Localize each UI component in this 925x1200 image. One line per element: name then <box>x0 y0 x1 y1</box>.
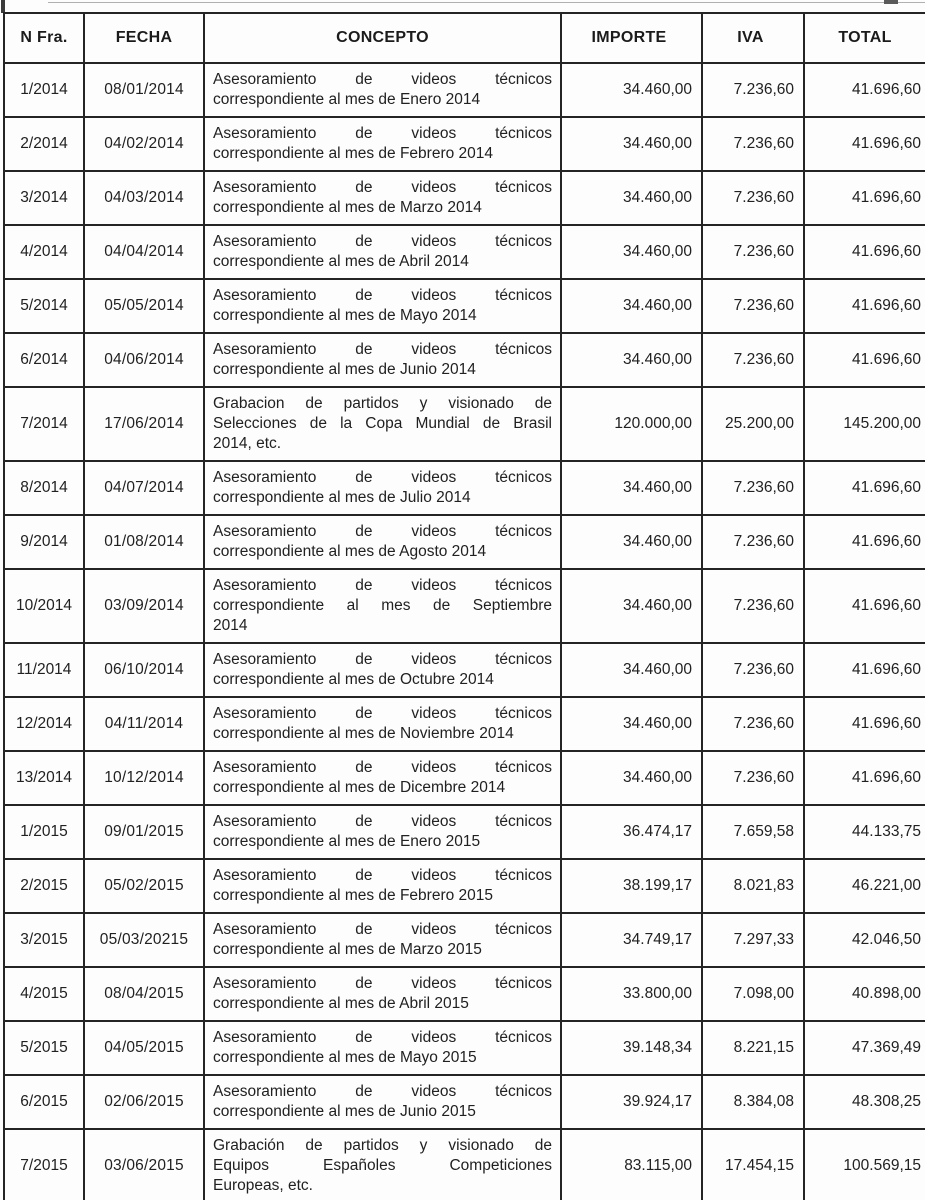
cell-total: 41.696,60 <box>804 117 925 171</box>
concept-line: 2014, etc. <box>213 435 282 452</box>
cell-iva: 7.236,60 <box>702 643 804 697</box>
cell-fecha: 04/04/2014 <box>84 225 204 279</box>
cell-iva: 7.236,60 <box>702 333 804 387</box>
cell-n-fra: 13/2014 <box>4 751 84 805</box>
invoice-table-header <box>4 13 925 63</box>
cell-iva: 7.236,60 <box>702 171 804 225</box>
cell-n-fra: 8/2014 <box>4 461 84 515</box>
cell-fecha: 09/01/2015 <box>84 805 204 859</box>
cell-importe: 34.460,00 <box>561 751 702 805</box>
concept-line: Asesoramiento de videos técnicos <box>213 577 552 594</box>
cell-n-fra: 5/2015 <box>4 1021 84 1075</box>
cell-importe: 34.460,00 <box>561 225 702 279</box>
concept-line: Asesoramiento de videos técnicos <box>213 179 552 196</box>
table-row <box>4 279 925 333</box>
table-row <box>4 1075 925 1129</box>
cell-total: 47.369,49 <box>804 1021 925 1075</box>
cell-fecha: 01/08/2014 <box>84 515 204 569</box>
cell-iva: 8.021,83 <box>702 859 804 913</box>
concept-line: correspondiente al mes de Febrero 2014 <box>213 145 494 162</box>
cell-iva: 7.297,33 <box>702 913 804 967</box>
cell-concepto <box>204 967 561 1021</box>
cell-importe: 34.460,00 <box>561 171 702 225</box>
cell-total: 44.133,75 <box>804 805 925 859</box>
cell-n-fra: 2/2014 <box>4 117 84 171</box>
cell-iva: 7.236,60 <box>702 117 804 171</box>
table-row <box>4 63 925 117</box>
cell-n-fra: 11/2014 <box>4 643 84 697</box>
cell-iva: 7.236,60 <box>702 279 804 333</box>
concept-line: Asesoramiento de videos técnicos <box>213 867 552 884</box>
cell-iva: 7.236,60 <box>702 461 804 515</box>
cell-iva: 7.236,60 <box>702 63 804 117</box>
cell-concepto <box>204 117 561 171</box>
cell-total: 100.569,15 <box>804 1129 925 1200</box>
concept-line: Grabación de partidos y visionado de <box>213 1137 552 1154</box>
cell-concepto <box>204 1021 561 1075</box>
cell-total: 41.696,60 <box>804 751 925 805</box>
cell-concepto <box>204 569 561 643</box>
table-row <box>4 805 925 859</box>
table-row <box>4 1129 925 1200</box>
cell-fecha: 02/06/2015 <box>84 1075 204 1129</box>
cell-total: 41.696,60 <box>804 225 925 279</box>
concept-line: Equipos Españoles Competiciones <box>213 1157 552 1174</box>
concept-line: correspondiente al mes de Marzo 2014 <box>213 199 482 216</box>
scan-artifact-mark <box>884 0 898 4</box>
cell-importe: 39.924,17 <box>561 1075 702 1129</box>
header-iva: IVA <box>702 13 804 63</box>
concept-line: Asesoramiento de videos técnicos <box>213 125 552 142</box>
cell-importe: 34.460,00 <box>561 63 702 117</box>
cell-concepto <box>204 171 561 225</box>
cell-n-fra: 4/2015 <box>4 967 84 1021</box>
cell-fecha: 04/02/2014 <box>84 117 204 171</box>
cell-n-fra: 4/2014 <box>4 225 84 279</box>
cell-fecha: 05/02/2015 <box>84 859 204 913</box>
cell-fecha: 06/10/2014 <box>84 643 204 697</box>
concept-line: correspondiente al mes de Mayo 2015 <box>213 1049 477 1066</box>
cell-iva: 7.236,60 <box>702 515 804 569</box>
table-row <box>4 913 925 967</box>
concept-line: correspondiente al mes de Enero 2015 <box>213 833 481 850</box>
cell-fecha: 08/04/2015 <box>84 967 204 1021</box>
cell-importe: 36.474,17 <box>561 805 702 859</box>
cell-fecha: 17/06/2014 <box>84 387 204 461</box>
cell-concepto <box>204 805 561 859</box>
concept-line: correspondiente al mes de Agosto 2014 <box>213 543 487 560</box>
cell-importe: 34.460,00 <box>561 333 702 387</box>
cell-fecha: 08/01/2014 <box>84 63 204 117</box>
concept-line: Asesoramiento de videos técnicos <box>213 71 552 88</box>
table-row <box>4 225 925 279</box>
header-total: TOTAL <box>804 13 925 63</box>
concept-line: correspondiente al mes de Enero 2014 <box>213 91 481 108</box>
cell-concepto <box>204 859 561 913</box>
cell-importe: 34.460,00 <box>561 117 702 171</box>
cell-n-fra: 6/2015 <box>4 1075 84 1129</box>
concept-line: correspondiente al mes de Abril 2015 <box>213 995 469 1012</box>
concept-line: Selecciones de la Copa Mundial de Brasil <box>213 415 552 432</box>
cell-concepto <box>204 1075 561 1129</box>
cell-iva: 7.098,00 <box>702 967 804 1021</box>
concept-line: Asesoramiento de videos técnicos <box>213 921 552 938</box>
concept-line: Asesoramiento de videos técnicos <box>213 705 552 722</box>
cell-n-fra: 12/2014 <box>4 697 84 751</box>
header-importe: IMPORTE <box>561 13 702 63</box>
concept-line: Asesoramiento de videos técnicos <box>213 233 552 250</box>
concept-line: Asesoramiento de videos técnicos <box>213 341 552 358</box>
concept-line: correspondiente al mes de Mayo 2014 <box>213 307 477 324</box>
cell-fecha: 03/06/2015 <box>84 1129 204 1200</box>
concept-line: correspondiente al mes de Septiembre <box>213 597 552 614</box>
invoice-table-body <box>4 63 925 1200</box>
cell-total: 145.200,00 <box>804 387 925 461</box>
cell-iva: 17.454,15 <box>702 1129 804 1200</box>
cell-importe: 39.148,34 <box>561 1021 702 1075</box>
table-row <box>4 461 925 515</box>
concept-line: Asesoramiento de videos técnicos <box>213 759 552 776</box>
cell-fecha: 04/11/2014 <box>84 697 204 751</box>
cell-total: 41.696,60 <box>804 697 925 751</box>
header-row <box>4 13 925 63</box>
concept-line: correspondiente al mes de Junio 2014 <box>213 361 476 378</box>
cell-importe: 34.460,00 <box>561 279 702 333</box>
cell-concepto <box>204 63 561 117</box>
cell-n-fra: 9/2014 <box>4 515 84 569</box>
concept-line: Asesoramiento de videos técnicos <box>213 651 552 668</box>
cell-fecha: 04/06/2014 <box>84 333 204 387</box>
concept-line: correspondiente al mes de Julio 2014 <box>213 489 471 506</box>
concept-line: Asesoramiento de videos técnicos <box>213 469 552 486</box>
cell-total: 41.696,60 <box>804 515 925 569</box>
cell-fecha: 10/12/2014 <box>84 751 204 805</box>
cell-n-fra: 1/2014 <box>4 63 84 117</box>
cell-concepto <box>204 643 561 697</box>
table-row <box>4 967 925 1021</box>
header-concepto: CONCEPTO <box>204 13 561 63</box>
cell-total: 41.696,60 <box>804 461 925 515</box>
cell-total: 41.696,60 <box>804 171 925 225</box>
table-row <box>4 171 925 225</box>
table-row <box>4 697 925 751</box>
concept-line: correspondiente al mes de Octubre 2014 <box>213 671 494 688</box>
concept-line: Grabacion de partidos y visionado de <box>213 395 552 412</box>
concept-line: Asesoramiento de videos técnicos <box>213 287 552 304</box>
concept-line: correspondiente al mes de Febrero 2015 <box>213 887 494 904</box>
cell-total: 41.696,60 <box>804 643 925 697</box>
cell-concepto <box>204 279 561 333</box>
cell-importe: 38.199,17 <box>561 859 702 913</box>
header-n-fra: N Fra. <box>4 13 84 63</box>
cell-fecha: 03/09/2014 <box>84 569 204 643</box>
concept-line: Asesoramiento de videos técnicos <box>213 975 552 992</box>
cell-total: 40.898,00 <box>804 967 925 1021</box>
cell-fecha: 04/07/2014 <box>84 461 204 515</box>
cell-importe: 34.460,00 <box>561 697 702 751</box>
concept-line: correspondiente al mes de Marzo 2015 <box>213 941 482 958</box>
cell-total: 41.696,60 <box>804 333 925 387</box>
cell-iva: 7.236,60 <box>702 697 804 751</box>
cell-importe: 34.749,17 <box>561 913 702 967</box>
cell-importe: 34.460,00 <box>561 643 702 697</box>
cell-concepto <box>204 913 561 967</box>
cell-total: 42.046,50 <box>804 913 925 967</box>
cell-concepto <box>204 333 561 387</box>
cell-fecha: 05/05/2014 <box>84 279 204 333</box>
concept-line: Asesoramiento de videos técnicos <box>213 523 552 540</box>
concept-line: Asesoramiento de videos técnicos <box>213 813 552 830</box>
cell-concepto <box>204 1129 561 1200</box>
cell-iva: 8.221,15 <box>702 1021 804 1075</box>
concept-line: Europeas, etc. <box>213 1177 313 1194</box>
cell-concepto <box>204 461 561 515</box>
table-row <box>4 569 925 643</box>
cell-n-fra: 7/2015 <box>4 1129 84 1200</box>
cell-n-fra: 5/2014 <box>4 279 84 333</box>
cell-total: 41.696,60 <box>804 569 925 643</box>
table-row <box>4 643 925 697</box>
cell-concepto <box>204 751 561 805</box>
cell-n-fra: 1/2015 <box>4 805 84 859</box>
concept-line: correspondiente al mes de Junio 2015 <box>213 1103 476 1120</box>
cell-iva: 7.236,60 <box>702 751 804 805</box>
cell-concepto <box>204 225 561 279</box>
cell-fecha: 04/03/2014 <box>84 171 204 225</box>
cell-n-fra: 6/2014 <box>4 333 84 387</box>
cell-fecha: 05/03/20215 <box>84 913 204 967</box>
cell-importe: 120.000,00 <box>561 387 702 461</box>
concept-line: correspondiente al mes de Abril 2014 <box>213 253 469 270</box>
cell-total: 41.696,60 <box>804 63 925 117</box>
table-row <box>4 333 925 387</box>
table-row <box>4 515 925 569</box>
concept-line: Asesoramiento de videos técnicos <box>213 1083 552 1100</box>
cell-total: 41.696,60 <box>804 279 925 333</box>
header-fecha: FECHA <box>84 13 204 63</box>
scan-artifact-line <box>48 2 925 3</box>
table-row <box>4 387 925 461</box>
cell-iva: 8.384,08 <box>702 1075 804 1129</box>
cell-total: 46.221,00 <box>804 859 925 913</box>
cell-importe: 33.800,00 <box>561 967 702 1021</box>
cell-total: 48.308,25 <box>804 1075 925 1129</box>
table-row <box>4 751 925 805</box>
invoice-table <box>3 12 925 1200</box>
cell-iva: 7.659,58 <box>702 805 804 859</box>
cell-n-fra: 2/2015 <box>4 859 84 913</box>
table-row <box>4 859 925 913</box>
cell-iva: 25.200,00 <box>702 387 804 461</box>
cell-iva: 7.236,60 <box>702 225 804 279</box>
cell-fecha: 04/05/2015 <box>84 1021 204 1075</box>
concept-line: 2014 <box>213 617 248 634</box>
cell-n-fra: 7/2014 <box>4 387 84 461</box>
concept-line: correspondiente al mes de Dicembre 2014 <box>213 779 506 796</box>
cell-importe: 34.460,00 <box>561 461 702 515</box>
cell-concepto <box>204 697 561 751</box>
cell-n-fra: 10/2014 <box>4 569 84 643</box>
cell-concepto <box>204 515 561 569</box>
cell-importe: 83.115,00 <box>561 1129 702 1200</box>
concept-line: Asesoramiento de videos técnicos <box>213 1029 552 1046</box>
concept-line: correspondiente al mes de Noviembre 2014 <box>213 725 514 742</box>
cell-importe: 34.460,00 <box>561 515 702 569</box>
cell-n-fra: 3/2014 <box>4 171 84 225</box>
cell-iva: 7.236,60 <box>702 569 804 643</box>
table-row <box>4 117 925 171</box>
cell-concepto <box>204 387 561 461</box>
table-row <box>4 1021 925 1075</box>
cell-importe: 34.460,00 <box>561 569 702 643</box>
cell-n-fra: 3/2015 <box>4 913 84 967</box>
